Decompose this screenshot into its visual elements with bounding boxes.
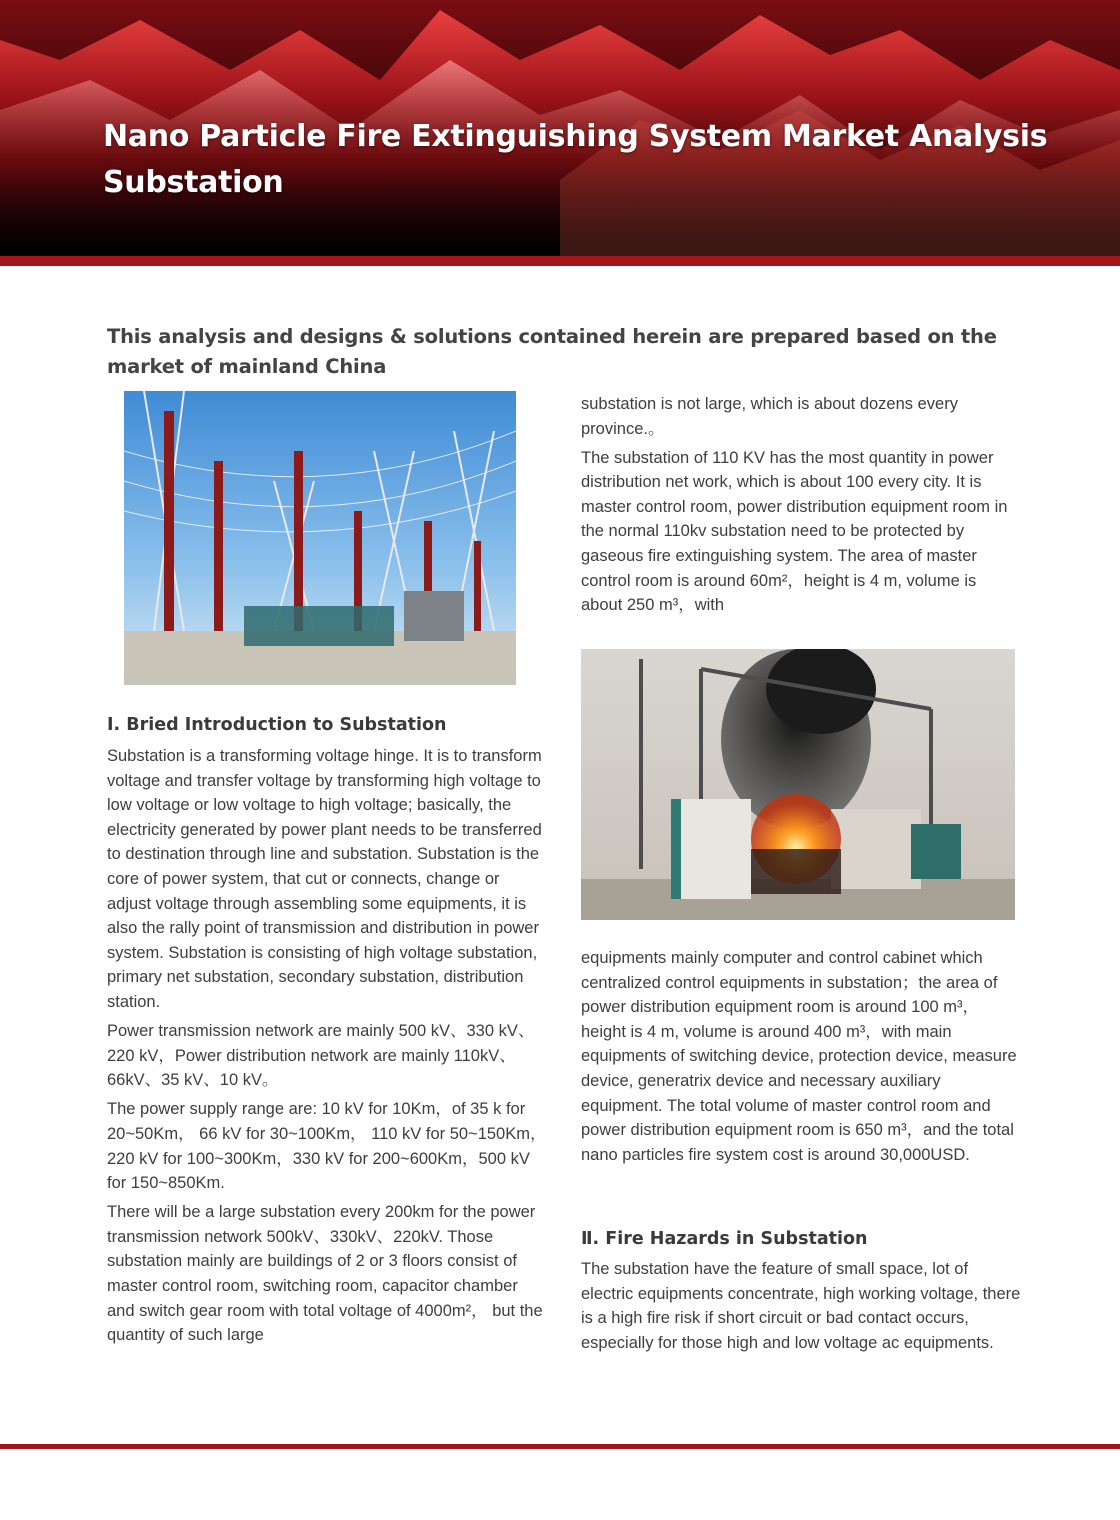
right-column-middle-text	[581, 946, 1021, 1172]
substation-photo	[124, 391, 516, 685]
section-1-paragraph: Power transmission network are mainly 500 kV、330 kV、220 kV，Power distribution network are mainly 110kV、66kV、35 kV、10 kV。	[107, 1022, 535, 1090]
section-1-heading: Ⅰ. Bried Introduction to Substation	[107, 715, 447, 735]
section-1-paragraph: Substation is a transforming voltage hinge. It is to transform voltage and transfer voltage by transforming high voltage to low voltage or low voltage to high voltage; basically, the electricity generated by power plant needs to be transferred to destination through line and substation. Substation is the core of power system, that cut or connects, change or adjust voltage through assembling some equipments, it is also the rally point of transmission and distribution in power system. Substation is consisting of high voltage substation, primary net substation, secondary substation, distribution station.	[107, 747, 542, 1011]
title-line-2: Substation	[103, 165, 284, 200]
right-paragraph: equipments mainly computer and control cabinet which centralized control equipments in substation；the area of power distribution equipment room is around 100 m³，height is 4 m, volume is around 400 m³，with main equipments of switching device, protection device, measure device, generatrix device and necessary auxiliary equipment. The total volume of master control room and power distribution equipment room is 650 m³，and the total nano particles fire system cost is around 30,000USD.	[581, 949, 1017, 1164]
title-line-1: Nano Particle Fire Extinguishing System Market Analysis	[103, 119, 1048, 154]
header-banner	[0, 0, 1120, 256]
right-column-top-text	[581, 392, 1021, 622]
section-2-heading: Ⅱ. Fire Hazards in Substation	[581, 1229, 868, 1249]
intro-subtitle: This analysis and designs & solutions contained herein are prepared based on the market of mainland China	[107, 325, 997, 378]
page-title	[103, 114, 1047, 206]
section-1-body	[107, 744, 547, 1352]
section-1-paragraph: The power supply range are: 10 kV for 10Km，of 35 k for 20~50Km， 66 kV for 30~100Km， 110 kV for 50~150Km，220 kV for 100~300Km，330 kV for 200~600Km，500 kV for 150~850Km.	[107, 1100, 547, 1193]
footer-divider	[0, 1444, 1120, 1449]
right-paragraph: The substation of 110 KV has the most quantity in power distribution net work, which is about 100 every city. It is master control room, power distribution equipment room in the normal 110kv substation need to be protected by gaseous fire extinguishing system. The area of master control room is around 60m²，height is 4 m, volume is about 250 m³，with	[581, 448, 1008, 615]
substation-fire-photo	[581, 649, 1015, 920]
section-2-paragraph: The substation have the feature of small space, lot of electric equipments concentrate, high working voltage, there is a high fire risk if short circuit or bad contact occurs, especially for those high and low voltage ac equipments.	[581, 1260, 1021, 1352]
header-divider	[0, 256, 1120, 266]
section-2-body	[581, 1257, 1021, 1360]
section-1-paragraph: There will be a large substation every 200km for the power transmission network 500kV、330kV、220kV. Those substation mainly are buildings of 2 or 3 floors consist of master control room, switching room, capacitor chamber and switch gear room with total voltage of 4000m²， but the quantity of such large	[107, 1203, 543, 1345]
right-paragraph: substation is not large, which is about dozens every province.。	[581, 395, 958, 438]
